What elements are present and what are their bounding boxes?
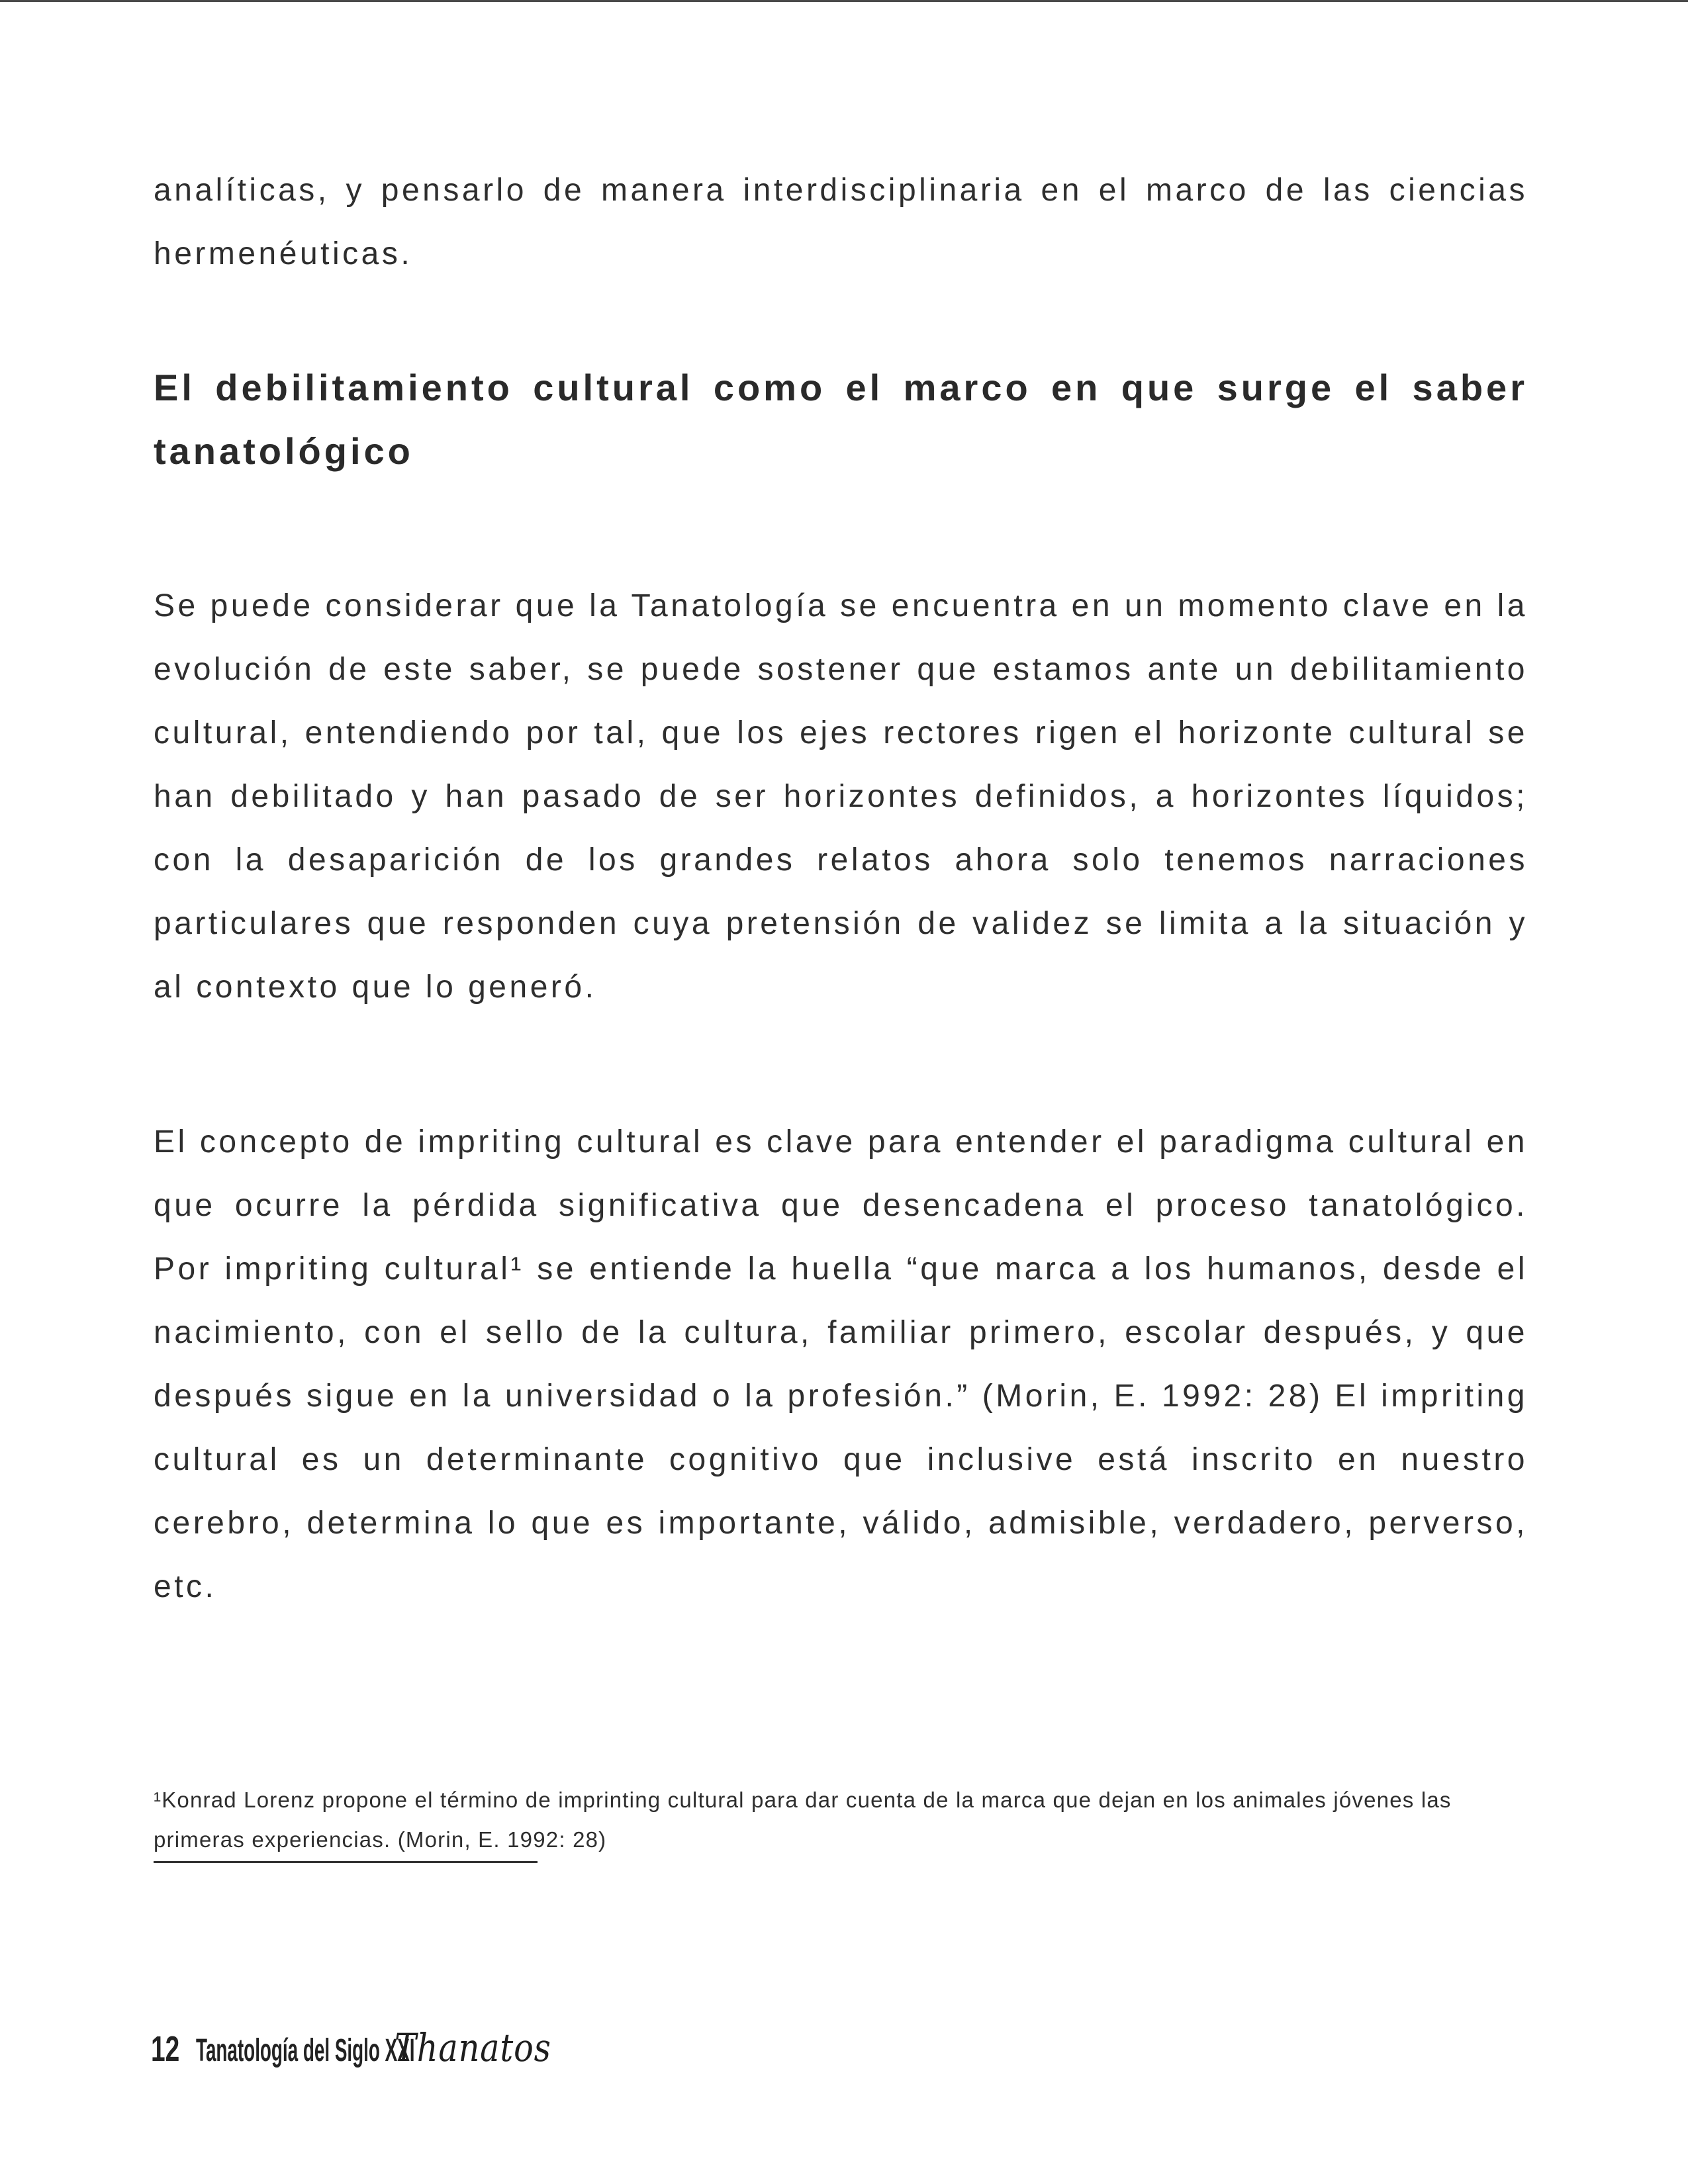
page-footer <box>151 2025 579 2071</box>
body-paragraph: Se puede considerar que la Tanatología se encuentra en un momento clave en la evolución de este saber, se puede sostener que estamos ante un debilitamiento cultural, entendiendo por tal, que los ejes rectores rigen el horizonte cultural se han debilitado y han pasado de ser horizontes definidos, a horizontes líquidos; con la desaparición de los grandes relatos ahora solo tenemos narraciones particulares que responden cuya pretensión de validez se limita a la situación y al contexto que lo generó. <box>154 588 1528 1005</box>
intro-paragraph: analíticas, y pensarlo de manera interdisciplinaria en el marco de las ciencias hermenéuticas. <box>154 173 1528 271</box>
footnote: ¹Konrad Lorenz propone el término de imprinting cultural para dar cuenta de la marca que dejan en los animales jóvenes las primeras experiencias. (Morin, E. 1992: 28) <box>154 1788 1452 1852</box>
body-paragraph: El concepto de impriting cultural es clave para entender el paradigma cultural en que ocurre la pérdida significativa que desencadena el proceso tanatológico. Por impriting cultural¹ se entiende la huella “que marca a los humanos, desde el nacimiento, con el sello de la cultura, familiar primero, escolar después, y que después sigue en la universidad o la profesión.” (Morin, E. 1992: 28) El impriting cultural es un determinante cognitivo que inclusive está inscrito en nuestro cerebro, determina lo que es importante, válido, admisible, verdadero, perverso, etc. <box>154 1124 1528 1604</box>
thanatos-logo: Thanatos <box>395 2025 551 2070</box>
page-body <box>154 159 1528 1619</box>
section-heading: El debilitamiento cultural como el marco en que surge el saber tanatológico <box>154 367 1528 472</box>
footnote-rule <box>154 1861 538 1863</box>
publication-title: Tanatología del Siglo XXI <box>196 2033 415 2068</box>
top-border-rule <box>0 0 1688 2</box>
page-number: 12 <box>151 2029 180 2069</box>
